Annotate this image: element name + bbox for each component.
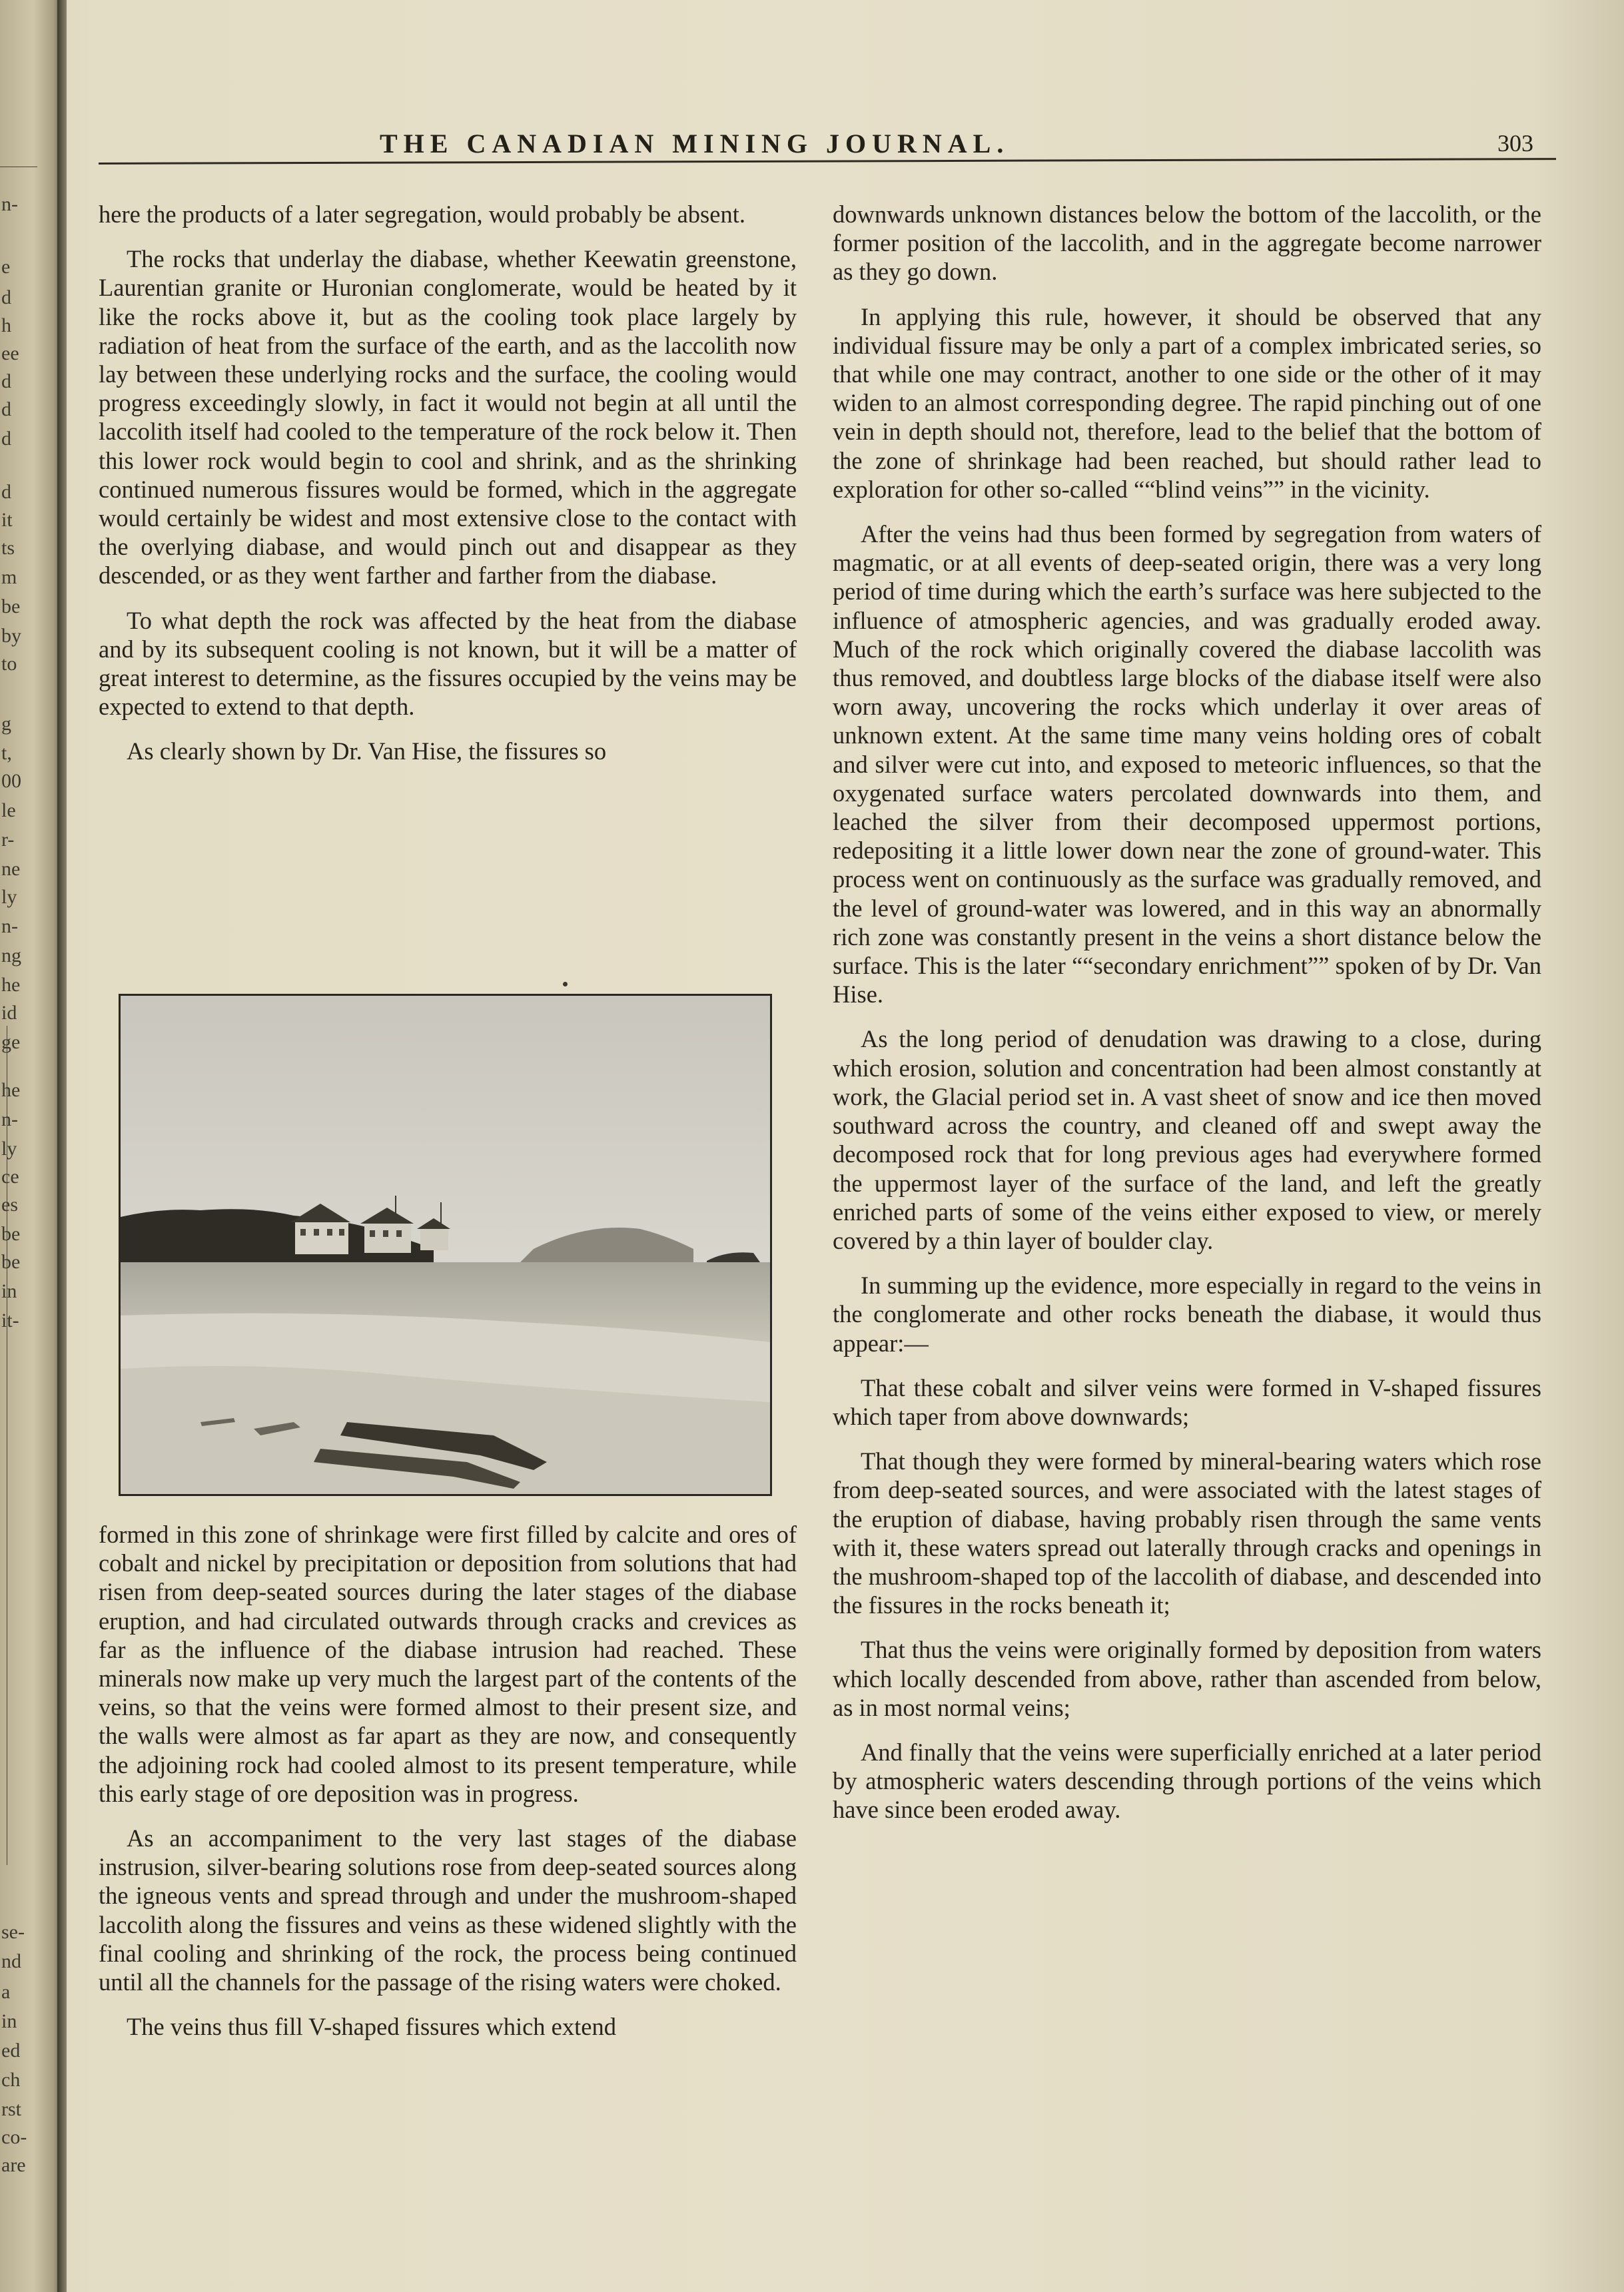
previous-page-fragment: d (1, 428, 11, 450)
previous-page-fragment: e (1, 256, 11, 278)
previous-page-fragment: rst (1, 2098, 21, 2120)
previous-page-fragment: a (1, 1981, 11, 2003)
previous-page-fragment: it- (1, 1310, 19, 1332)
previous-page-fragment: 00 (1, 770, 21, 792)
previous-page-fragment: h (1, 314, 11, 336)
paragraph: That these cobalt and silver veins were formed in V-shaped fissures which taper from above downwards; (833, 1373, 1541, 1430)
previous-page-fragment: ce (1, 1166, 19, 1188)
stray-dot (563, 982, 568, 986)
paragraph: And finally that the veins were superficially enriched at a later period by atmospheric waters descending through portions of the veins which have since been eroded away. (833, 1738, 1541, 1824)
previous-page-fragment: n- (1, 915, 18, 937)
binding-gutter (57, 0, 67, 2292)
landscape-photograph (119, 994, 772, 1496)
previous-page-fragment: ed (1, 2040, 21, 2062)
paragraph: That though they were formed by mineral-bearing waters which rose from deep-seated sources, and were associated with the latest stages of the eruption of diabase, having probably risen through the same vents with it, these waters spread out laterally through cracks and openings in the mushroom-shaped top of the laccolith of diabase, and descended into the fissures in the rocks beneath it; (833, 1447, 1541, 1619)
left-column-lower (99, 1520, 797, 2041)
previous-page-fragment: nd (1, 1950, 21, 1972)
previous-page-fragment: ng (1, 945, 21, 966)
previous-page-fragment: be (1, 1251, 21, 1273)
paragraph: downwards unknown distances below the bottom of the laccolith, or the former position of the laccolith, and in the aggregate become narrower as they go down. (833, 200, 1541, 286)
previous-page-fragment: co- (1, 2126, 27, 2148)
paragraph: As clearly shown by Dr. Van Hise, the fissures so (127, 737, 607, 765)
paragraph: In summing up the evidence, more especially in regard to the veins in the conglomerate and other rocks beneath the diabase, it would thus appear:— (833, 1272, 1541, 1357)
paragraph: formed in this zone of shrinkage were first filled by calcite and ores of cobalt and nickel by precipitation or deposition from solutions that had risen from deep-seated sources during the later stages of the diabase eruption, and had circulated outwards through cracks and crevices as far as the influence of the diabase intrusion had reached. These minerals now make up very much the largest part of the contents of the veins, so that the veins were formed almost to their present size, and the walls were almost as far apart as they are now, and consequently the adjoining rock had cooled almost to its present temperature, while this early stage of ore deposition was in progress. (99, 1521, 797, 1807)
paragraph: That thus the veins were originally formed by deposition from waters which locally descended from above, rather than ascended from below, as in most normal veins; (833, 1636, 1541, 1721)
previous-page-fragment: by (1, 625, 21, 647)
paragraph: The veins thus fill V-shaped fissures which extend (127, 2013, 616, 2041)
previous-page-fragment: to (1, 653, 17, 675)
paragraph: here the products of a later segregation, would probably be absent. (99, 200, 745, 228)
paragraph: As the long period of denudation was drawing to a close, during which erosion, solution and concentration had been almost constantly at work, the Glacial period set in. A vast sheet of snow and ice then moved southward across the country, and cleaned off and swept away the decomposed rock that for long previous ages had everywhere formed the uppermost layer of the surface of the land, and left the greatly enriched parts of some of the veins either exposed to view, or merely covered by a thin layer of boulder clay. (833, 1025, 1541, 1254)
paragraph: The rocks that underlay the diabase, whether Keewatin greenstone, Laurentian granite or Huronian conglomerate, would be heated by it like the rocks above it, but as the cooling took place largely by radiation of heat from the surface of the earth, and as the laccolith now lay between these underlying rocks and the surface, the cooling would progress exceedingly slowly, in fact it would not begin at all until the laccolith itself had cooled to the temperature of the rock below it. Then this lower rock would begin to cool and shrink, and as the shrinking continued numerous fissures would be formed, which in the aggregate would certainly be widest and most extensive close to the contact with the overlying diabase, and would pinch out and disappear as they descended, or as they went farther and farther from the diabase. (99, 245, 797, 589)
previous-page-fragment: se- (1, 1921, 25, 1943)
previous-page-fragment: n- (1, 1108, 18, 1130)
right-column (833, 200, 1541, 1824)
previous-page-fragment: t, (1, 742, 12, 764)
paragraph: In applying this rule, however, it should be observed that any individual fissure may be only a part of a complex imbricated series, so that while one may contract, another to one side or the other of it may widen to an almost corresponding degree. The rapid pinching out of one vein in depth should not, therefore, lead to the belief that the bottom of the zone of shrinkage had been reached, but should rather lead to exploration for other so-called ““blind veins”” in the vicinity. (833, 302, 1541, 503)
previous-page-fragment: d (1, 481, 11, 503)
previous-page-fragment: ne (1, 858, 21, 880)
running-head: THE CANADIAN MINING JOURNAL. (380, 129, 1010, 159)
paragraph: As an accompaniment to the very last stages of the diabase instrusion, silver-bearing solutions rose from deep-seated sources along the igneous vents and spread through and under the mushroom-shaped laccolith along the fissures and veins as these widened slightly with the final cooling and shrinking of the rock, the process being continued until all the channels for the passage of the rising waters were choked. (99, 1824, 797, 1996)
previous-page-fragment: ly (1, 1138, 17, 1160)
journal-page (67, 0, 1624, 2292)
previous-page-fragment: be (1, 595, 21, 617)
previous-page-fragment: be (1, 1223, 21, 1245)
previous-page-fragment: es (1, 1194, 18, 1216)
left-column (99, 200, 797, 766)
previous-page-fragment: in (1, 2010, 17, 2032)
page-number: 303 (1497, 130, 1533, 157)
previous-page-fragment: d (1, 286, 11, 308)
previous-page-fragment: id (1, 1002, 17, 1024)
landscape-photo-image (121, 996, 770, 1494)
previous-page-fragment: d (1, 398, 11, 420)
previous-page-fragment: ts (1, 537, 15, 559)
previous-page-fragment: it (1, 509, 13, 531)
previous-page-fragment: ch (1, 2069, 21, 2091)
previous-page-fragment: ge (1, 1031, 21, 1053)
previous-page-fragment: ee (1, 342, 19, 364)
previous-page-fragment: d (1, 370, 11, 392)
previous-page-fragment: le (1, 799, 16, 821)
paragraph: To what depth the rock was affected by the heat from the diabase and by its subsequent cooling is not known, but it will be a matter of great interest to determine, as the fissures occupied by the veins may be expected to extend to that depth. (99, 606, 797, 721)
previous-page-edge (0, 0, 61, 2292)
previous-page-fragment: r- (1, 829, 15, 851)
previous-page-fragment: he (1, 1079, 21, 1101)
previous-page-fragment: he (1, 974, 21, 996)
previous-page-fragment: are (1, 2154, 26, 2176)
previous-page-fragment: g (1, 713, 11, 735)
previous-page-fragment: m (1, 566, 17, 588)
previous-page-fragment: ly (1, 886, 17, 908)
paragraph: After the veins had thus been formed by segregation from waters of magmatic, or at all events of deep-seated origin, there was a very long period of time during which the earth’s surface was here subjected to the influence of atmospheric agencies, and was gradually eroded away. Much of the rock which originally covered the diabase laccolith was thus removed, and doubtless large blocks of the diabase itself were also worn away, uncovering the rocks which underlay it over areas of unknown extent. At the same time many veins holding ores of cobalt and silver were cut into, and exposed to meteoric influences, so that the oxygenated surface waters percolated downwards into them, and leached the silver from their decomposed uppermost portions, redepositing it a little lower down near the zone of ground-water. This process went on continuously as the surface was gradually removed, and the level of ground-water was lowered, and in this way an abnormally rich zone was constantly present in the veins a short distance below the surface. This is the later ““secondary enrichment”” spoken of by Dr. Van Hise. (833, 520, 1541, 1008)
previous-page-fragment: in (1, 1280, 17, 1302)
previous-page-fragment: n- (1, 193, 18, 215)
